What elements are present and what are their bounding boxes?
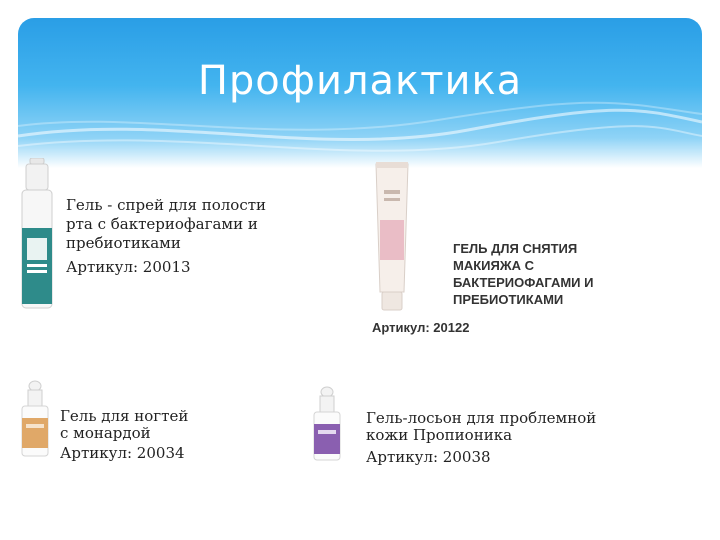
makeup-gel-name-line-3: БАКТЕРИОФАГАМИ И bbox=[453, 274, 594, 290]
makeup-gel-tube-image bbox=[372, 160, 412, 312]
makeup-gel-name-line-4: ПРЕБИОТИКАМИ bbox=[453, 291, 564, 307]
makeup-gel-product-text bbox=[453, 241, 593, 309]
spray-name-line-2: рта с бактериофагами и bbox=[66, 214, 258, 233]
slide-title: Профилактика bbox=[197, 58, 523, 104]
spray-article: Артикул: 20013 bbox=[66, 258, 191, 277]
slide-header bbox=[18, 18, 702, 168]
lotion-name-line-1: Гель-лосьон для проблемной bbox=[366, 409, 597, 427]
lotion-name-line-2: кожи Пропионика bbox=[366, 425, 513, 444]
nail-gel-article: Артикул: 20034 bbox=[60, 444, 185, 462]
makeup-gel-name-line-2: МАКИЯЖА С bbox=[453, 257, 534, 273]
makeup-gel-name-line-1: ГЕЛЬ ДЛЯ СНЯТИЯ bbox=[453, 241, 578, 256]
nail-gel-name-line-1: Гель для ногтей bbox=[60, 407, 189, 425]
spray-name-line-1: Гель - спрей для полости bbox=[66, 196, 267, 214]
nail-gel-product-text bbox=[60, 408, 188, 462]
spray-name-line-3: пребиотиками bbox=[66, 233, 181, 252]
nail-gel-name-line-2: с монардой bbox=[60, 423, 151, 442]
nail-gel-bottle-image bbox=[18, 380, 52, 460]
lotion-article: Артикул: 20038 bbox=[366, 448, 491, 466]
lotion-bottle-image bbox=[310, 386, 344, 466]
spray-bottle-image bbox=[18, 158, 58, 310]
lotion-product-text bbox=[366, 410, 596, 466]
spray-product-text bbox=[66, 196, 266, 277]
makeup-gel-article: Артикул: 20122 bbox=[372, 320, 470, 335]
